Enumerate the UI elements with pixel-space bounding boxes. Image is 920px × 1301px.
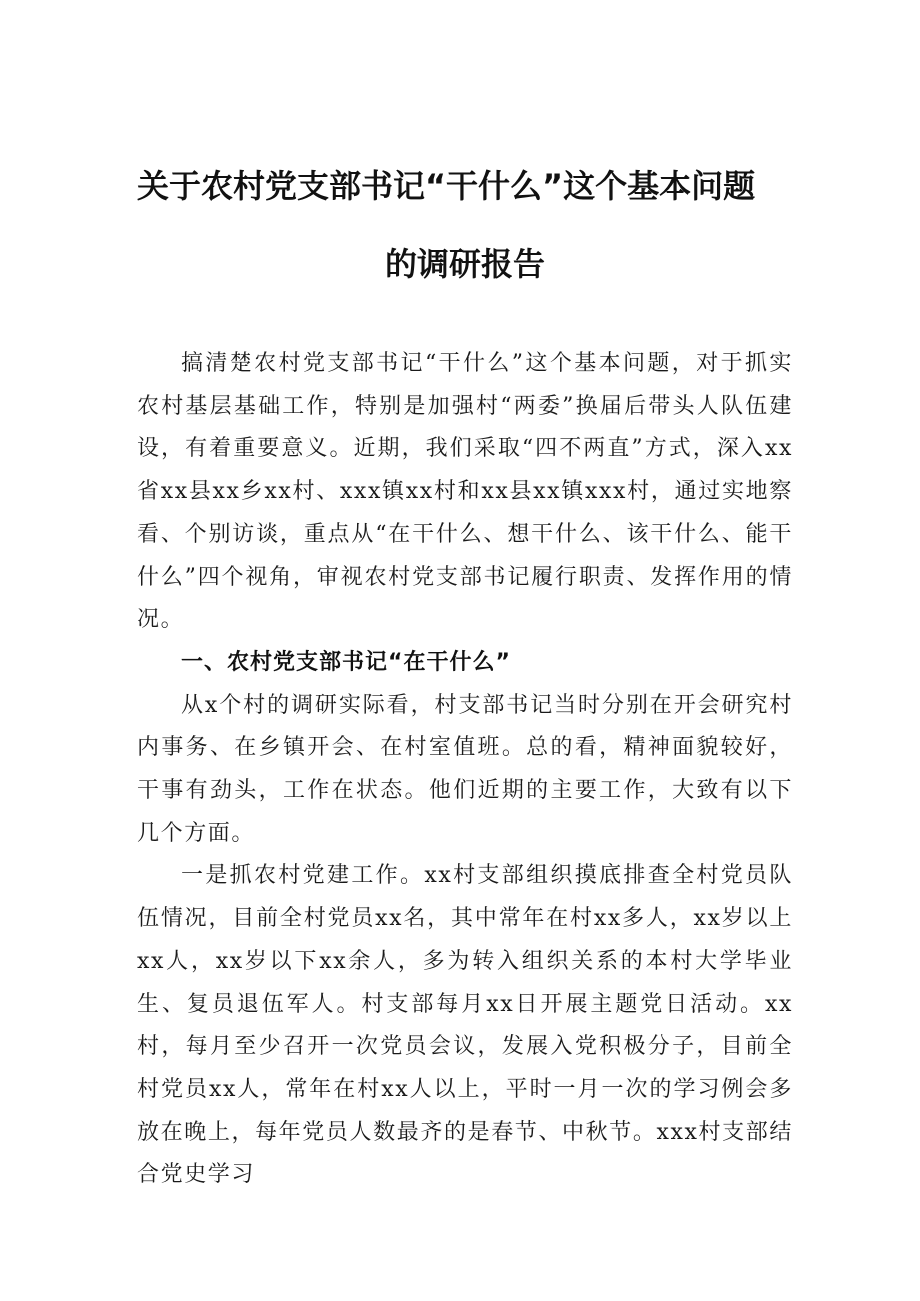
paragraph-party-building: 一是抓农村党建工作。xx村支部组织摸底排查全村党员队伍情况，目前全村党员xx名，其中常年在村xx多人，xx岁以上xx人，xx岁以下xx余人，多为转入组织关系的本村大学毕业生、复员退伍军人。村支部每月xx日开展主题党日活动。xx村，每月至少召开一次党员会议，发展入党积极分子，目前全村党员xx人，常年在村xx人以上，平时一月一次的学习例会多放在晚上，每年党员人数最齐的是春节、中秋节。xxx村支部结合党史学习 (137, 863, 793, 1188)
document-body (137, 343, 793, 1197)
paragraph-intro: 搞清楚农村党支部书记“干什么”这个基本问题，对于抓实农村基层基础工作，特别是加强村“两委”换届后带头人队伍建设，有着重要意义。近期，我们采取“四不两直”方式，深入xx省xx县xx乡xx村、xxx镇xx村和xx县xx镇xxx村，通过实地察看、个别访谈，重点从“在干什么、想干什么、该干什么、能干什么”四个视角，审视农村党支部书记履行职责、发挥作用的情况。 (137, 351, 793, 633)
document-title-line-2: 的调研报告 (385, 245, 546, 283)
section-heading: 一、农村党支部书记“在干什么” (181, 649, 511, 675)
paragraph-overview: 从x个村的调研实际看，村支部书记当时分别在开会研究村内事务、在乡镇开会、在村室值班。总的看，精神面貌较好，干事有劲头，工作在状态。他们近期的主要工作，大致有以下几个方面。 (137, 692, 793, 846)
document-title-line-1: 关于农村党支部书记“干什么”这个基本问题 (137, 167, 756, 205)
